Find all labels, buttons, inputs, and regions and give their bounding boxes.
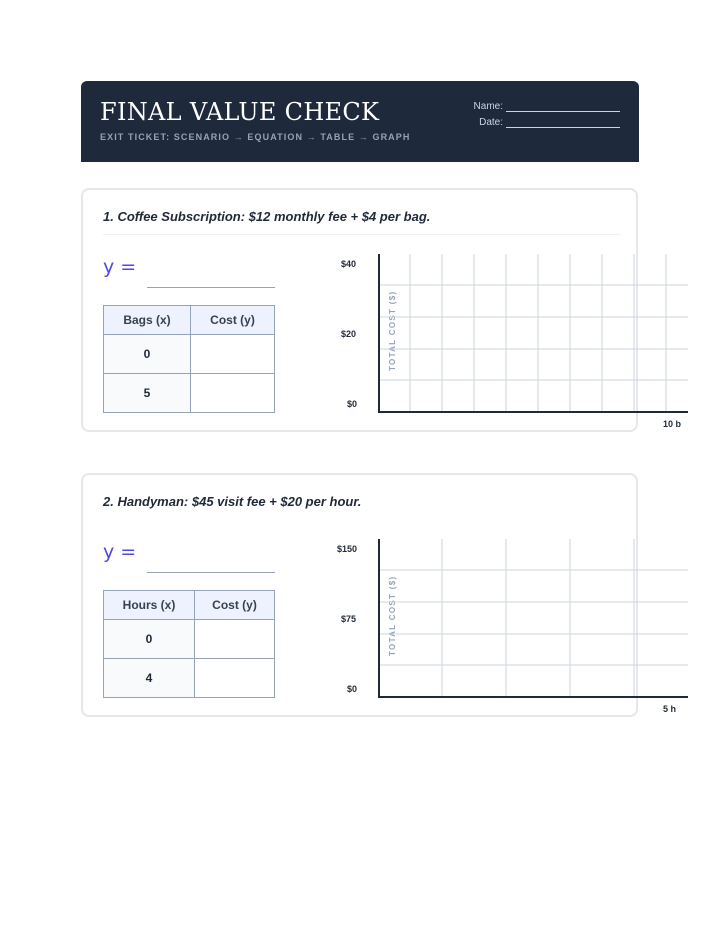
table-row [104, 659, 275, 698]
table-row [104, 335, 275, 374]
table-cell-x: 5 [104, 374, 191, 413]
table-header-row [104, 591, 275, 620]
y-tick-label: $150 [337, 544, 358, 554]
table-cell-x: 4 [104, 659, 195, 698]
page-subtitle: EXIT TICKET: SCENARIO → EQUATION → TABLE → GRAPH [100, 132, 411, 142]
table-header-row [104, 306, 275, 335]
problem-card-2 [81, 473, 677, 717]
worksheet-header [81, 81, 639, 162]
equation-prefix: y = [103, 541, 137, 563]
xy-table [103, 305, 275, 413]
date-blank-line[interactable] [506, 116, 620, 128]
xy-table [103, 590, 275, 698]
y-tick-label: $75 [341, 614, 357, 624]
table-cell-y-blank[interactable] [195, 620, 275, 659]
coordinate-grid[interactable] [378, 254, 688, 414]
x-axis-end-label: 10 b [663, 419, 682, 429]
date-field[interactable] [479, 116, 620, 128]
y-axis-title: TOTAL COST ($) [388, 290, 397, 371]
table-cell-y-blank[interactable] [191, 335, 275, 374]
y-tick-label: $40 [341, 259, 357, 269]
table-cell-y-blank[interactable] [191, 374, 275, 413]
table-header-x: Hours (x) [104, 591, 195, 620]
problem-title: 2. Handyman: $45 visit fee + $20 per hour. [103, 494, 362, 509]
page-title: FINAL VALUE CHECK [100, 98, 380, 126]
table-cell-x: 0 [104, 620, 195, 659]
table-row [104, 374, 275, 413]
table-header-y: Cost (y) [195, 591, 275, 620]
date-label: Date: [479, 117, 503, 128]
problem-title: 1. Coffee Subscription: $12 monthly fee + $4 per bag. [103, 209, 431, 224]
y-axis-title: TOTAL COST ($) [388, 575, 397, 656]
table-row [104, 620, 275, 659]
y-tick-label: $0 [347, 684, 358, 694]
coordinate-grid[interactable] [378, 539, 688, 699]
y-tick-label: $20 [341, 329, 357, 339]
title-divider [103, 234, 620, 235]
table-cell-y-blank[interactable] [195, 659, 275, 698]
table-header-y: Cost (y) [191, 306, 275, 335]
problem-card-1 [81, 188, 682, 432]
name-blank-line[interactable] [506, 100, 620, 112]
equation-prefix: y = [103, 256, 137, 278]
y-tick-label: $0 [347, 399, 358, 409]
equation-answer-line[interactable] [147, 572, 275, 573]
name-label: Name: [473, 101, 503, 112]
equation-answer-line[interactable] [147, 287, 275, 288]
x-axis-end-label: 5 h [663, 704, 677, 714]
name-field[interactable] [474, 100, 620, 112]
table-header-x: Bags (x) [104, 306, 191, 335]
table-cell-x: 0 [104, 335, 191, 374]
